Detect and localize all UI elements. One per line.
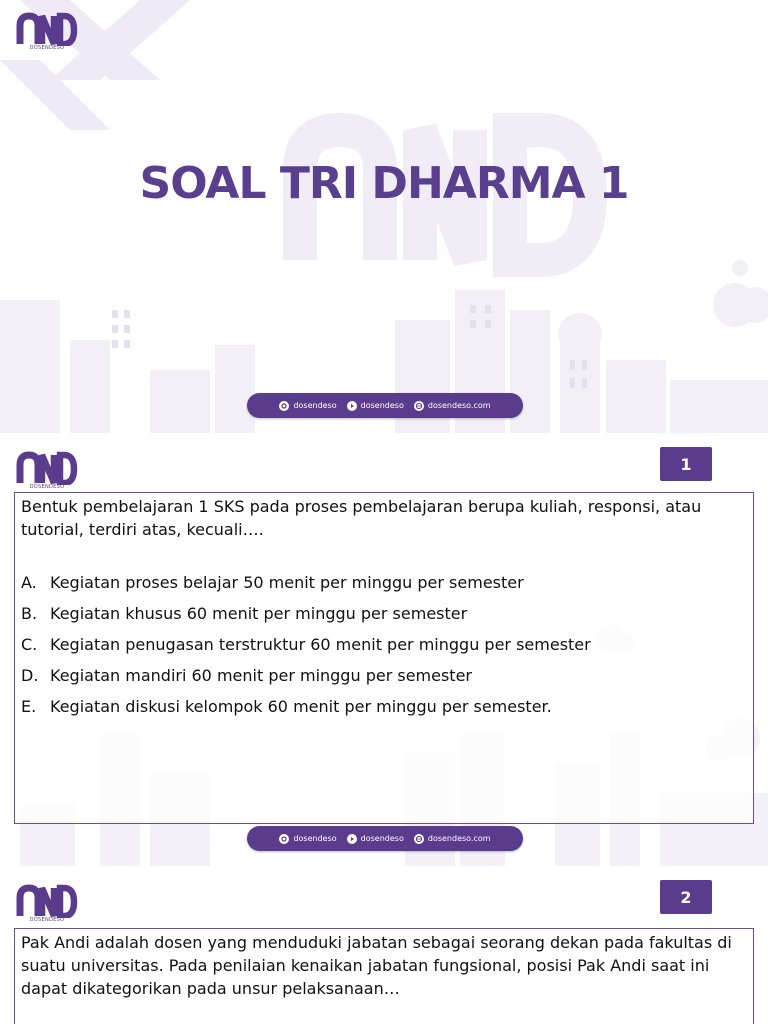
social-media-bar — [247, 393, 523, 418]
social-instagram[interactable] — [279, 401, 336, 411]
social-media-bar — [247, 826, 523, 851]
social-youtube-label: dosendeso — [360, 401, 404, 410]
option-text: Kegiatan penugasan terstruktur 60 menit per minggu per semester — [50, 635, 591, 654]
answer-options — [21, 571, 747, 718]
option-letter: A. — [21, 573, 37, 592]
question-text: Pak Andi adalah dosen yang menduduki jabatan sebagai seorang dekan pada fakultas di suatu universitas. Pada penilaian kenaikan jabatan fungsional, posisi Pak Andi saat ini dapat dikategorikan pada unsur pelaksanaan… — [21, 933, 732, 998]
dnd-logo-icon — [16, 451, 78, 485]
web-icon — [414, 401, 424, 411]
dnd-logo-icon — [16, 884, 78, 918]
answer-option-e[interactable] — [21, 695, 747, 718]
question-box — [14, 928, 754, 1024]
question-box — [14, 492, 754, 824]
brand-logo — [16, 12, 78, 56]
question-text: Bentuk pembelajaran 1 SKS pada proses pembelajaran berupa kuliah, responsi, atau tutorial, terdiri atas, kecuali…. — [21, 497, 702, 539]
option-letter: B. — [21, 604, 38, 623]
option-text: Kegiatan diskusi kelompok 60 menit per minggu per semester. — [50, 697, 552, 716]
question-number-badge: 2 — [660, 880, 712, 914]
page-title: SOAL TRI DHARMA 1 — [139, 158, 629, 209]
social-website-label: dosendeso.com — [427, 834, 491, 843]
youtube-icon — [347, 401, 357, 411]
social-youtube-label: dosendeso — [360, 834, 404, 843]
answer-option-c[interactable] — [21, 633, 747, 656]
option-text: Kegiatan khusus 60 menit per minggu per semester — [50, 604, 468, 623]
option-text: Kegiatan mandiri 60 menit per minggu per semester — [50, 666, 472, 685]
answer-option-a[interactable] — [21, 571, 747, 594]
dnd-logo-icon — [16, 12, 78, 46]
social-website-label: dosendeso.com — [427, 401, 491, 410]
social-youtube[interactable] — [347, 834, 404, 844]
question-slide-1 — [0, 433, 768, 866]
option-letter: C. — [21, 635, 38, 654]
brand-logo — [16, 884, 78, 928]
instagram-icon — [279, 401, 289, 411]
question-slide-2 — [0, 866, 768, 1024]
answer-option-b[interactable] — [21, 602, 747, 625]
social-youtube[interactable] — [347, 401, 404, 411]
option-text: Kegiatan proses belajar 50 menit per minggu per semester — [50, 573, 524, 592]
web-icon — [414, 834, 424, 844]
city-background-illustration — [0, 0, 768, 433]
option-letter: D. — [21, 666, 39, 685]
social-instagram-label: dosendeso — [293, 834, 337, 843]
question-number-badge: 1 — [660, 447, 712, 481]
answer-option-d[interactable] — [21, 664, 747, 687]
social-website[interactable] — [414, 834, 491, 844]
instagram-icon — [279, 834, 289, 844]
option-letter: E. — [21, 697, 37, 716]
social-website[interactable] — [414, 401, 491, 411]
brand-logo-subtext: DOSENDESO — [29, 917, 65, 923]
brand-logo — [16, 451, 78, 495]
brand-logo-subtext: DOSENDESO — [29, 484, 65, 490]
social-instagram[interactable] — [279, 834, 336, 844]
youtube-icon — [347, 834, 357, 844]
title-slide — [0, 0, 768, 433]
brand-logo-subtext: DOSENDESO — [29, 45, 65, 51]
social-instagram-label: dosendeso — [293, 401, 337, 410]
